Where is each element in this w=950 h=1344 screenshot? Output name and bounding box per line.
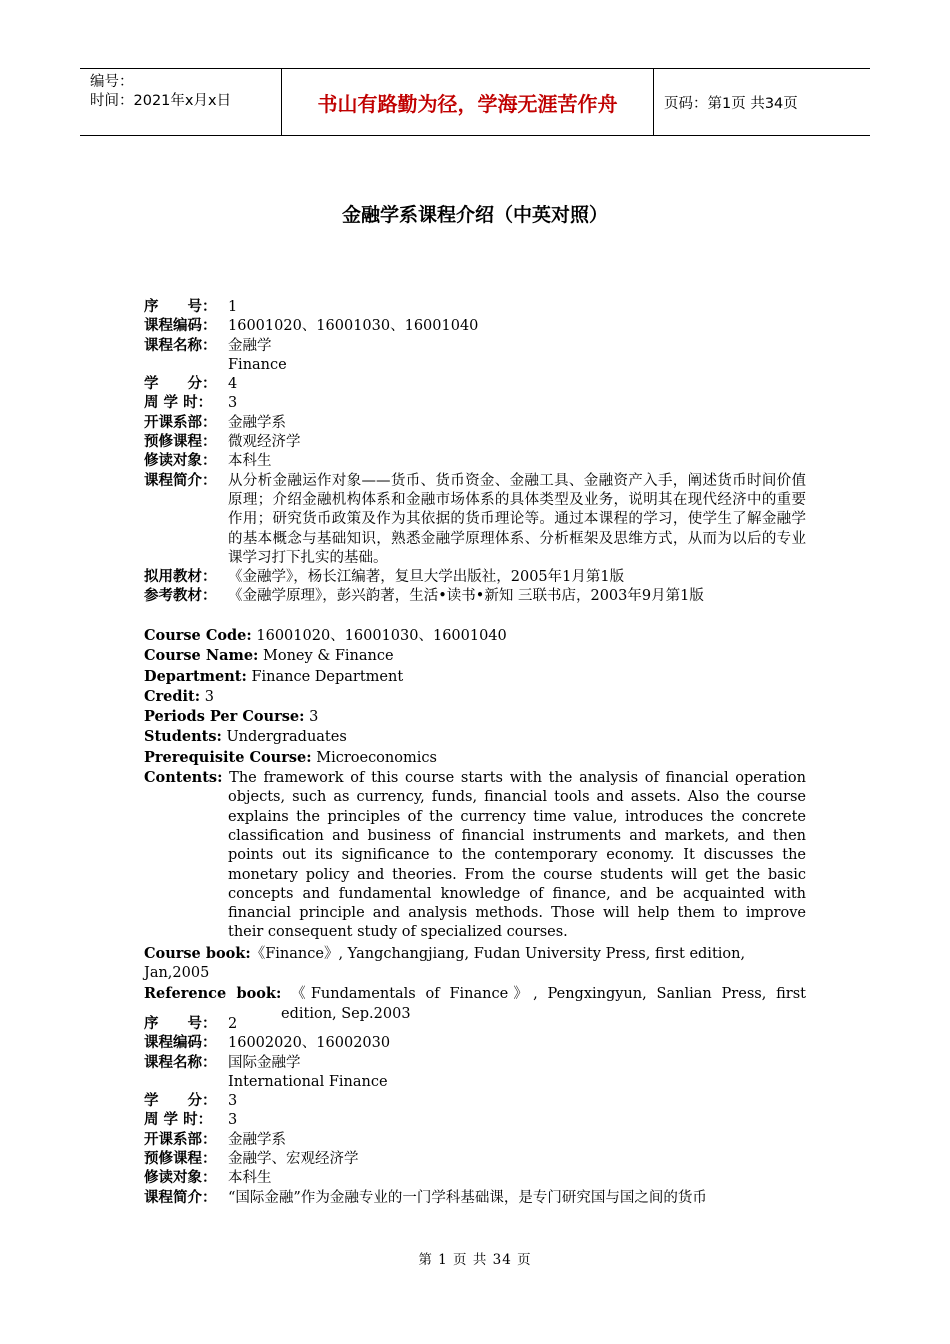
field-label: 学 分： [144, 1093, 217, 1110]
en-students [144, 727, 806, 747]
en-book-value: 《Finance》, Yangchangjiang, Fudan University Press, first edition, Jan,2005 [144, 945, 746, 982]
en-periods-label: Periods Per Course: [144, 708, 305, 726]
en-book [144, 944, 806, 984]
en-name [144, 646, 806, 666]
field-value: International Finance [228, 1073, 388, 1090]
field-label: 预修课程： [144, 1151, 217, 1168]
en-code-label: Course Code: [144, 627, 252, 644]
en-credit-label: Credit: [144, 687, 201, 705]
textbook-label: 拟用教材： [144, 569, 217, 586]
header-number: 编号： [90, 74, 134, 90]
intro-text: 从分析金融运作对象——货币、货币资金、金融工具、金融资产入手，阐述货币时间价值原理；介绍金融机构体系和金融市场体系的具体类型及业务，说明其在现代经济中的重要作用；研究货币政策及作为其依据的货币理论等。通过本课程的学习，使学生了解金融学的基本概念与基础知识，熟悉金融学原理体系、分析框架及思维方式，从而为以后的专业课学习打下扎实的基础。 [228, 472, 806, 566]
field-label: 序 号： [144, 299, 217, 315]
field-row [144, 433, 806, 452]
header-meta [80, 69, 282, 135]
textbook-row [144, 568, 806, 587]
field-row [144, 337, 806, 356]
header-date: 时间：2021年x月x日 [90, 93, 232, 109]
field-value: 3 [228, 1112, 238, 1129]
field-label: 周 学 时： [144, 1112, 213, 1129]
page-header [80, 68, 870, 136]
field-label: 修读对象： [144, 1170, 217, 1187]
field-label: 开课系部： [144, 1131, 217, 1148]
field-value: 2 [228, 1016, 238, 1032]
field-label: 课程名称： [144, 1054, 217, 1071]
field-row [144, 414, 806, 433]
field-row [144, 1169, 806, 1188]
intro-label: 课程简介： [144, 472, 217, 489]
reference-text: 《金融学原理》，彭兴韵著，生活•读书•新知 三联书店，2003年9月第1版 [228, 588, 704, 605]
field-label [144, 1073, 228, 1092]
field-value: 金融学系 [228, 414, 286, 431]
field-label: 课程名称： [144, 337, 217, 354]
field-row [144, 1073, 806, 1092]
field-row [144, 298, 806, 317]
intro-text: “国际金融”作为金融专业的一门学科基础课，是专门研究国与国之间的货币 [228, 1189, 707, 1206]
field-row [144, 1054, 806, 1073]
field-label [144, 356, 228, 375]
field-value: 16002020、16002030 [228, 1035, 391, 1052]
en-contents-label: Contents: [144, 769, 223, 787]
field-label: 修读对象： [144, 453, 217, 470]
en-code [144, 626, 806, 646]
en-prereq-value: Microeconomics [311, 749, 437, 766]
field-label: 周 学 时： [144, 395, 213, 412]
en-dept-value: Finance Department [246, 668, 404, 685]
field-value: 金融学 [228, 337, 272, 354]
field-value: 微观经济学 [228, 434, 301, 451]
document-title: 金融学系课程介绍（中英对照） [341, 204, 608, 226]
field-value: 金融学、宏观经济学 [228, 1151, 359, 1168]
field-row [144, 1092, 806, 1111]
field-value: 3 [228, 1093, 238, 1110]
field-row [144, 1131, 806, 1150]
field-value: 本科生 [228, 1170, 272, 1187]
intro-row [144, 472, 806, 568]
field-row [144, 356, 806, 375]
en-contents-value: The framework of this course starts with the analysis of financial operation objects, such as currency, funds, financial tools and assets. Also the course explains the principles of the currency time value, introduces the concrete classification and business of financial instruments and markets, and then points out its significance to the contemporary economy. It discusses the monetary policy and theories. From the course students will get the basic concepts and fundamental knowledge of finance, and be acquainted with financial principle and analysis methods. Those will help them to improve their consequent study of specialized courses. [222, 770, 806, 941]
en-contents [144, 768, 806, 943]
en-students-label: Students: [144, 728, 222, 746]
field-value: 国际金融学 [228, 1054, 301, 1071]
field-value: 1 [228, 299, 238, 315]
en-ref-label: Reference book: [144, 985, 282, 1003]
course-1-en [144, 626, 806, 1024]
field-value: 4 [228, 376, 238, 393]
field-row [144, 1111, 806, 1130]
field-value: 16001020、16001030、16001040 [228, 318, 479, 335]
field-value: 3 [228, 395, 238, 412]
course-2-cn [144, 1015, 806, 1208]
field-label: 预修课程： [144, 434, 217, 451]
field-label: 学 分： [144, 376, 217, 393]
course-1-cn [144, 298, 806, 607]
en-periods-value: 3 [304, 709, 319, 726]
en-credit-value: 3 [200, 688, 214, 705]
en-code-value: 16001020、16001030、16001040 [251, 628, 507, 644]
en-credit [144, 687, 806, 707]
field-row [144, 394, 806, 413]
en-dept [144, 667, 806, 687]
field-row [144, 1150, 806, 1169]
en-prereq [144, 748, 806, 768]
en-periods [144, 707, 806, 727]
intro-row [144, 1189, 806, 1208]
en-dept-label: Department: [144, 667, 247, 685]
textbook-text: 《金融学》，杨长江编著，复旦大学出版社，2005年1月第1版 [228, 569, 625, 586]
field-row [144, 317, 806, 336]
header-motto: 书山有路勤为径，学海无涯苦作舟 [282, 69, 654, 135]
en-students-value: Undergraduates [221, 729, 347, 746]
intro-label: 课程简介： [144, 1189, 217, 1206]
field-label: 开课系部： [144, 414, 217, 431]
header-page-info: 页码：第1页 共34页 [664, 95, 798, 112]
field-label: 课程编码： [144, 1035, 217, 1052]
field-row [144, 375, 806, 394]
en-ref-value: 《Fundamentals of Finance》, Pengxingyun, Sanlian Press, first edition, Sep.2003 [281, 986, 806, 1022]
page-footer: 第 1 页 共 34 页 [418, 1252, 532, 1268]
field-row [144, 1015, 806, 1034]
en-name-value: Money & Finance [258, 648, 394, 665]
field-value: 金融学系 [228, 1131, 286, 1148]
field-value: 本科生 [228, 453, 272, 470]
field-row [144, 1034, 806, 1053]
en-prereq-label: Prerequisite Course: [144, 748, 312, 766]
en-name-label: Course Name: [144, 647, 259, 665]
reference-label: 参考教材： [144, 588, 217, 605]
field-value: Finance [228, 356, 287, 373]
field-label: 课程编码： [144, 318, 217, 335]
en-book-label: Course book: [144, 944, 251, 962]
field-label: 序 号： [144, 1016, 217, 1032]
field-row [144, 452, 806, 471]
reference-row [144, 587, 806, 606]
